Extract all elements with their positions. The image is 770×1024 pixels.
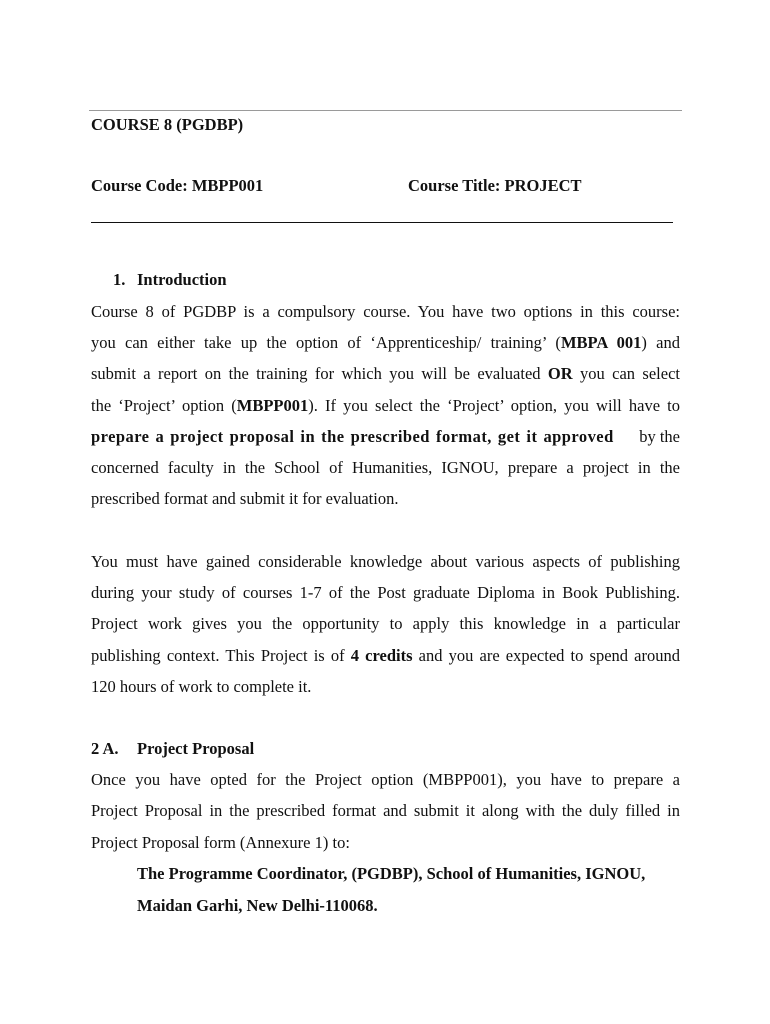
intro-p2-line3: Project work gives you the opportunity to apply this knowledge in a particular	[91, 614, 680, 633]
proposal-line3: Project Proposal form (Annexure 1) to:	[91, 833, 350, 852]
intro-p2-line2: during your study of courses 1-7 of the Post graduate Diploma in Book Publishing.	[91, 583, 680, 602]
top-rule	[89, 110, 682, 111]
intro-number: 1.	[113, 270, 126, 289]
proposal-line2: Project Proposal in the prescribed format and submit it along with the duly filled in	[91, 801, 680, 820]
proposal-number: 2 A.	[91, 739, 119, 758]
course-code: Course Code: MBPP001	[91, 176, 264, 195]
intro-p1-line2: you can either take up the option of ‘Apprenticeship/ training’ (MBPA 001) and	[91, 333, 680, 352]
intro-heading: Introduction	[137, 270, 227, 289]
intro-p1-line1: Course 8 of PGDBP is a compulsory course. You have two options in this course:	[91, 302, 680, 321]
proposal-line1: Once you have opted for the Project option (MBPP001), you have to prepare a	[91, 770, 680, 789]
intro-p1-line4: the ‘Project’ option (MBPP001). If you select the ‘Project’ option, you will have to	[91, 396, 680, 415]
course-heading: COURSE 8 (PGDBP)	[91, 115, 244, 134]
intro-p2-line1: You must have gained considerable knowledge about various aspects of publishing	[91, 552, 680, 571]
address-line2: Maidan Garhi, New Delhi-110068.	[137, 896, 378, 915]
intro-p1-line3: submit a report on the training for which you will be evaluated OR you can select	[91, 364, 680, 383]
intro-p2-line4: publishing context. This Project is of 4 credits and you are expected to spend around	[91, 646, 680, 665]
address-line1: The Programme Coordinator, (PGDBP), School of Humanities, IGNOU,	[137, 864, 646, 883]
proposal-heading: Project Proposal	[137, 739, 255, 758]
separator-rule	[91, 222, 673, 223]
intro-p1-line7: prescribed format and submit it for evaluation.	[91, 489, 399, 508]
intro-p1-line5: prepare a project proposal in the prescribed format, get it approved by the	[91, 427, 680, 446]
intro-p1-line6: concerned faculty in the School of Humanities, IGNOU, prepare a project in the	[91, 458, 680, 477]
course-title: Course Title: PROJECT	[408, 176, 582, 195]
intro-p2-line5: 120 hours of work to complete it.	[91, 677, 312, 696]
